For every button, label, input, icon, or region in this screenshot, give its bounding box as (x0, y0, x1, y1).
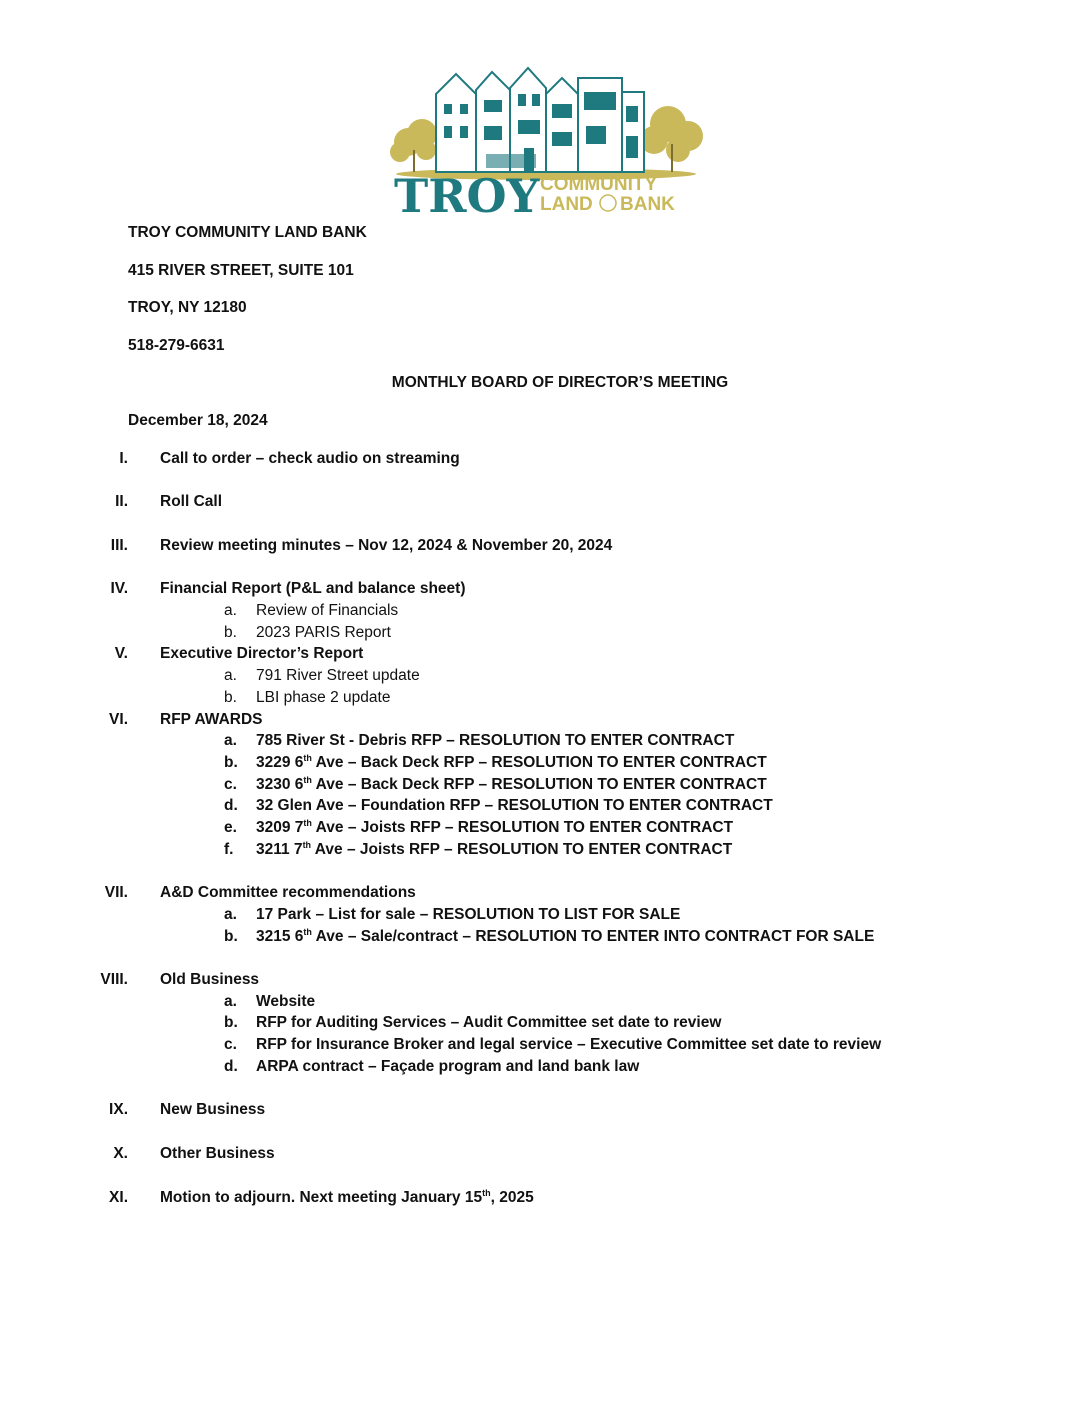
sub-item (0, 624, 1088, 646)
item-text: Other Business (160, 1145, 275, 1162)
sub-text: 3230 6th Ave – Back Deck RFP – RESOLUTION TO ENTER CONTRACT (256, 774, 767, 793)
agenda-item (0, 537, 1088, 559)
sub-letter: d. (224, 1058, 238, 1075)
sub-text: 3229 6th Ave – Back Deck RFP – RESOLUTION TO ENTER CONTRACT (256, 752, 767, 771)
sub-text: 32 Glen Ave – Foundation RFP – RESOLUTION TO ENTER CONTRACT (256, 797, 773, 814)
item-text: Financial Report (P&L and balance sheet) (160, 580, 466, 597)
agenda-item (0, 450, 1088, 472)
sub-item (0, 1036, 1088, 1058)
sub-text: RFP for Auditing Services – Audit Committee set date to review (256, 1014, 722, 1031)
item-number: X. (113, 1145, 128, 1162)
sub-text: 3215 6th Ave – Sale/contract – RESOLUTION TO ENTER INTO CONTRACT FOR SALE (256, 926, 875, 945)
sub-letter: a. (224, 906, 237, 923)
org-city: TROY, NY 12180 (128, 299, 247, 316)
agenda-item (0, 493, 1088, 515)
sub-text: Review of Financials (256, 602, 399, 619)
sub-item (0, 993, 1088, 1015)
item-number: I. (119, 450, 128, 467)
meeting-title: MONTHLY BOARD OF DIRECTOR’S MEETING (391, 374, 729, 391)
sub-letter: b. (224, 754, 238, 771)
sub-item (0, 928, 1088, 950)
item-text: A&D Committee recommendations (160, 884, 416, 901)
item-number: IX. (109, 1101, 128, 1118)
item-text: Old Business (160, 971, 260, 988)
item-text: Motion to adjourn. Next meeting January 15th, 2025 (160, 1187, 534, 1206)
sub-letter: c. (224, 1036, 237, 1053)
item-text: Review meeting minutes – Nov 12, 2024 & November 20, 2024 (160, 537, 613, 554)
sub-text: 791 River Street update (256, 667, 420, 684)
sub-letter: b. (224, 689, 237, 706)
item-number: VII. (104, 884, 128, 901)
sub-item (0, 1014, 1088, 1036)
item-text: Call to order – check audio on streaming (160, 450, 460, 467)
sub-text: 3211 7th Ave – Joists RFP – RESOLUTION TO ENTER CONTRACT (256, 839, 733, 858)
sub-item (0, 1058, 1088, 1080)
agenda-item (0, 580, 1088, 602)
sub-letter: d. (224, 797, 238, 814)
item-number: III. (110, 537, 128, 554)
sub-text: LBI phase 2 update (256, 689, 391, 706)
sub-text: 3209 7th Ave – Joists RFP – RESOLUTION TO ENTER CONTRACT (256, 817, 734, 836)
item-text: Executive Director’s Report (160, 645, 364, 662)
sub-item (0, 754, 1088, 776)
sub-text: ARPA contract – Façade program and land bank law (256, 1058, 640, 1075)
agenda-item (0, 1145, 1088, 1167)
sub-item (0, 732, 1088, 754)
sub-letter: c. (224, 776, 237, 793)
sub-text: 17 Park – List for sale – RESOLUTION TO LIST FOR SALE (256, 906, 681, 923)
agenda-item (0, 971, 1088, 993)
sub-letter: f. (224, 841, 234, 858)
sub-text: Website (256, 993, 316, 1010)
logo-community: COMMUNITY (540, 174, 658, 195)
item-number: VI. (109, 711, 128, 728)
sub-item (0, 797, 1088, 819)
item-number: XI. (109, 1189, 128, 1206)
agenda-item (0, 645, 1088, 667)
sub-item (0, 602, 1088, 624)
sub-letter: b. (224, 928, 238, 945)
troy-land-bank-logo (386, 64, 708, 216)
item-number: IV. (110, 580, 128, 597)
item-number: II. (115, 493, 128, 510)
sub-letter: a. (224, 602, 237, 619)
sub-letter: b. (224, 624, 237, 641)
sub-letter: a. (224, 667, 237, 684)
logo-land: LAND (540, 194, 593, 215)
item-number: VIII. (100, 971, 128, 988)
sub-letter: b. (224, 1014, 238, 1031)
org-address: 415 RIVER STREET, SUITE 101 (128, 262, 354, 279)
item-text: New Business (160, 1101, 266, 1118)
sub-item (0, 689, 1088, 711)
meeting-date: December 18, 2024 (128, 412, 268, 429)
item-text: RFP AWARDS (160, 711, 263, 728)
agenda-item (0, 711, 1088, 733)
agenda-item (0, 1189, 1088, 1211)
sub-item (0, 776, 1088, 798)
logo-troy: TROY (394, 169, 540, 216)
sub-letter: a. (224, 732, 237, 749)
agenda-item (0, 1101, 1088, 1123)
sub-item (0, 819, 1088, 841)
sub-text: 785 River St - Debris RFP – RESOLUTION TO ENTER CONTRACT (256, 732, 735, 749)
logo-bank: BANK (620, 194, 675, 215)
item-number: V. (114, 645, 128, 662)
sub-item (0, 667, 1088, 689)
sub-item (0, 906, 1088, 928)
sub-item (0, 841, 1088, 863)
agenda-item (0, 884, 1088, 906)
sub-letter: e. (224, 819, 237, 836)
logo-seal-icon (600, 195, 616, 211)
item-text: Roll Call (160, 493, 223, 510)
sub-text: RFP for Insurance Broker and legal service – Executive Committee set date to review (256, 1036, 882, 1053)
sub-text: 2023 PARIS Report (256, 624, 391, 641)
org-phone: 518-279-6631 (128, 337, 225, 354)
org-name: TROY COMMUNITY LAND BANK (128, 224, 367, 241)
sub-letter: a. (224, 993, 237, 1010)
